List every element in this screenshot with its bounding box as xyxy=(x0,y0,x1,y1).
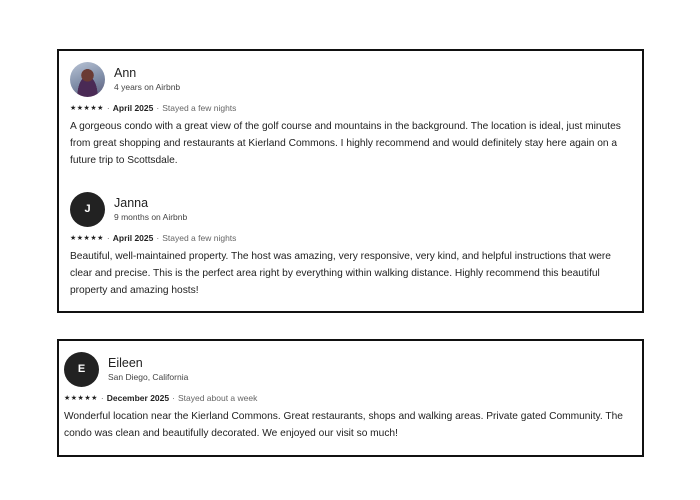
reviewer-header xyxy=(70,191,634,227)
separator-dot: · xyxy=(156,233,160,243)
separator-dot: · xyxy=(106,233,110,243)
separator-dot: · xyxy=(100,393,104,403)
star-icon: ★★★★★ xyxy=(70,235,104,242)
separator-dot: · xyxy=(172,393,175,403)
stay-length: Stayed a few nights xyxy=(162,103,237,113)
review-meta xyxy=(70,103,634,114)
review-date: April 2025 xyxy=(112,103,154,113)
review-janna xyxy=(70,191,634,299)
review-eileen xyxy=(64,351,634,442)
reviews-card-2 xyxy=(57,339,644,457)
review-text: A gorgeous condo with a great view of the golf course and mountains in the background. The location is ideal, just minutes from great shopping and restaurants at Kierland Commons. I highly recommend and would definitely stay here again on a future trip to Scottsdale. xyxy=(70,121,621,166)
avatar[interactable]: J xyxy=(70,192,105,227)
reviewer-subtitle: 9 months on Airbnb xyxy=(114,211,188,222)
review-meta xyxy=(64,393,634,404)
reviews-card-1 xyxy=(57,49,644,313)
separator-dot: · xyxy=(156,103,160,113)
avatar[interactable] xyxy=(70,62,105,97)
stay-length: Stayed a few nights xyxy=(162,233,237,243)
avatar[interactable]: E xyxy=(64,352,99,387)
star-icon: ★★★★★ xyxy=(70,105,104,112)
reviewer-subtitle: San Diego, California xyxy=(108,371,189,382)
reviewer-subtitle: 4 years on Airbnb xyxy=(114,81,181,92)
star-icon: ★★★★★ xyxy=(64,395,98,402)
separator-dot: · xyxy=(106,103,110,113)
stay-length: Stayed about a week xyxy=(177,393,258,403)
reviewer-name[interactable]: Ann xyxy=(114,65,137,80)
review-meta xyxy=(70,233,634,244)
review-text: Beautiful, well-maintained property. The host was amazing, very responsive, very kind, and helpful instructions that were clear and precise. This is the perfect area right by everything within walking distance. Highly recommend this beautiful property and amazing hosts! xyxy=(70,251,611,296)
reviewer-header xyxy=(70,61,634,97)
reviewer-name[interactable]: Eileen xyxy=(108,355,143,370)
review-text: Wonderful location near the Kierland Commons. Great restaurants, shops and walking areas. Private gated Community. The condo was clean and beautifully decorated. We enjoyed our visit so much! xyxy=(64,411,623,439)
review-date: April 2025 xyxy=(112,233,154,243)
reviewer-name[interactable]: Janna xyxy=(114,195,149,210)
review-date: December 2025 xyxy=(106,393,170,403)
review-ann xyxy=(70,61,634,169)
reviewer-header xyxy=(64,351,634,387)
